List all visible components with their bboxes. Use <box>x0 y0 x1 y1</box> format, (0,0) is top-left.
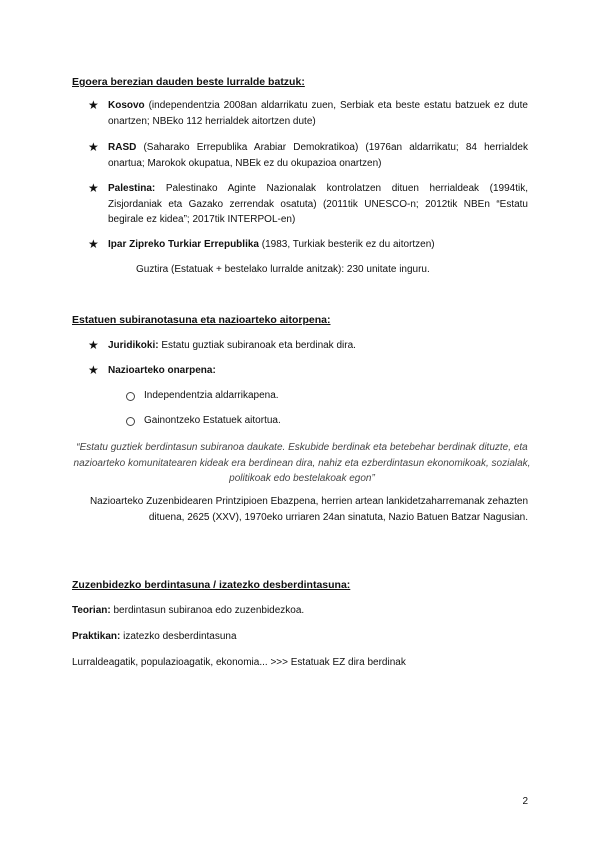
star-icon: ★ <box>88 181 99 195</box>
practice-text: izatezko desberdintasuna <box>120 631 237 642</box>
star-icon: ★ <box>88 338 99 352</box>
kosovo-text: (independentzia 2008an aldarrikatu zuen, Serbiak eta beste estatu batzuek ez dute onartzen; NBEko 112 herrialdek aitortzen dute) <box>108 100 528 127</box>
circle-bullet-icon <box>126 417 135 426</box>
kosovo-label: Kosovo <box>108 100 145 111</box>
kosovo-item <box>108 98 528 129</box>
rasd-item <box>108 140 528 171</box>
section2-heading: Estatuen subiranotasuna eta nazioarteko aitorpena: <box>72 314 331 326</box>
practice-line <box>72 630 237 644</box>
juridikoki-item <box>108 338 528 354</box>
circle-bullet-icon <box>126 392 135 401</box>
sub-item-aitortua: Gainontzeko Estatuek aitortua. <box>144 415 281 426</box>
sub-item-independentzia: Independentzia aldarrikapena. <box>144 390 279 401</box>
quote-source: Nazioarteko Zuzenbidearen Printzipioen Ebazpena, herrien artean lankidetzaharremanak zehazten dituena, 2625 (XXV), 1970eko urriaren 24an sinatuta, Nazio Batuen Batzar Nagusian. <box>89 496 528 523</box>
star-icon: ★ <box>88 363 99 377</box>
onarpena-label: Nazioarteko onarpena: <box>108 365 216 376</box>
theory-line <box>72 604 304 618</box>
onarpena-item <box>108 363 528 379</box>
star-icon: ★ <box>88 237 99 251</box>
section3-heading: Zuzenbidezko berdintasuna / izatezko desberdintasuna: <box>72 579 351 591</box>
page-number: 2 <box>522 796 528 807</box>
palestina-text: Palestinako Aginte Nazionalak kontrolatzen dituen herrialdeak (1994tik, Zisjordaniak eta Gazako zerrendak osatuta) (2011tik UNESCO-n; 2012tik NBEn “Estatu begirale ez kidea”; 2017tik INTERPOL-en) <box>108 183 528 225</box>
conclusion-line: Lurraldeagatik, populazioagatik, ekonomia... >>> Estatuak EZ dira berdinak <box>72 657 406 668</box>
rasd-text: (Saharako Errepublika Arabiar Demokratikoa) (1976an aldarrikatu; 84 herrialdek onartua; Marokok okupatua, NBEk ez du okupazioa onartzen) <box>108 142 528 169</box>
quote-text: “Estatu guztiek berdintasun subiranoa daukate. Eskubide berdinak eta betebehar berdinak dituzte, eta nazioarteko komunitatearen kideak era berdinean dira, nahiz eta ezberdintasun ekonomikoak, sozialak, politikoak edo bestelakoak egon” <box>73 442 531 484</box>
zipre-label: Ipar Zipreko Turkiar Errepublika <box>108 239 259 250</box>
practice-label: Praktikan: <box>72 631 121 642</box>
theory-text: berdintasun subiranoa edo zuzenbidezkoa. <box>110 605 305 616</box>
section1-heading: Egoera berezian dauden beste lurralde batzuk: <box>72 76 305 88</box>
palestina-item <box>108 181 528 228</box>
juridikoki-text: Estatu guztiak subiranoak eta berdinak dira. <box>158 340 356 351</box>
theory-label: Teorian: <box>72 605 111 616</box>
rasd-label: RASD <box>108 142 137 153</box>
star-icon: ★ <box>88 140 99 154</box>
zipre-text: (1983, Turkiak besterik ez du aitortzen) <box>258 239 435 250</box>
star-icon: ★ <box>88 98 99 112</box>
juridikoki-label: Juridikoki: <box>108 340 159 351</box>
zipre-item <box>108 237 528 253</box>
total-count: Guztira (Estatuak + bestelako lurralde anitzak): 230 unitate inguru. <box>136 264 430 275</box>
palestina-label: Palestina: <box>108 183 156 194</box>
